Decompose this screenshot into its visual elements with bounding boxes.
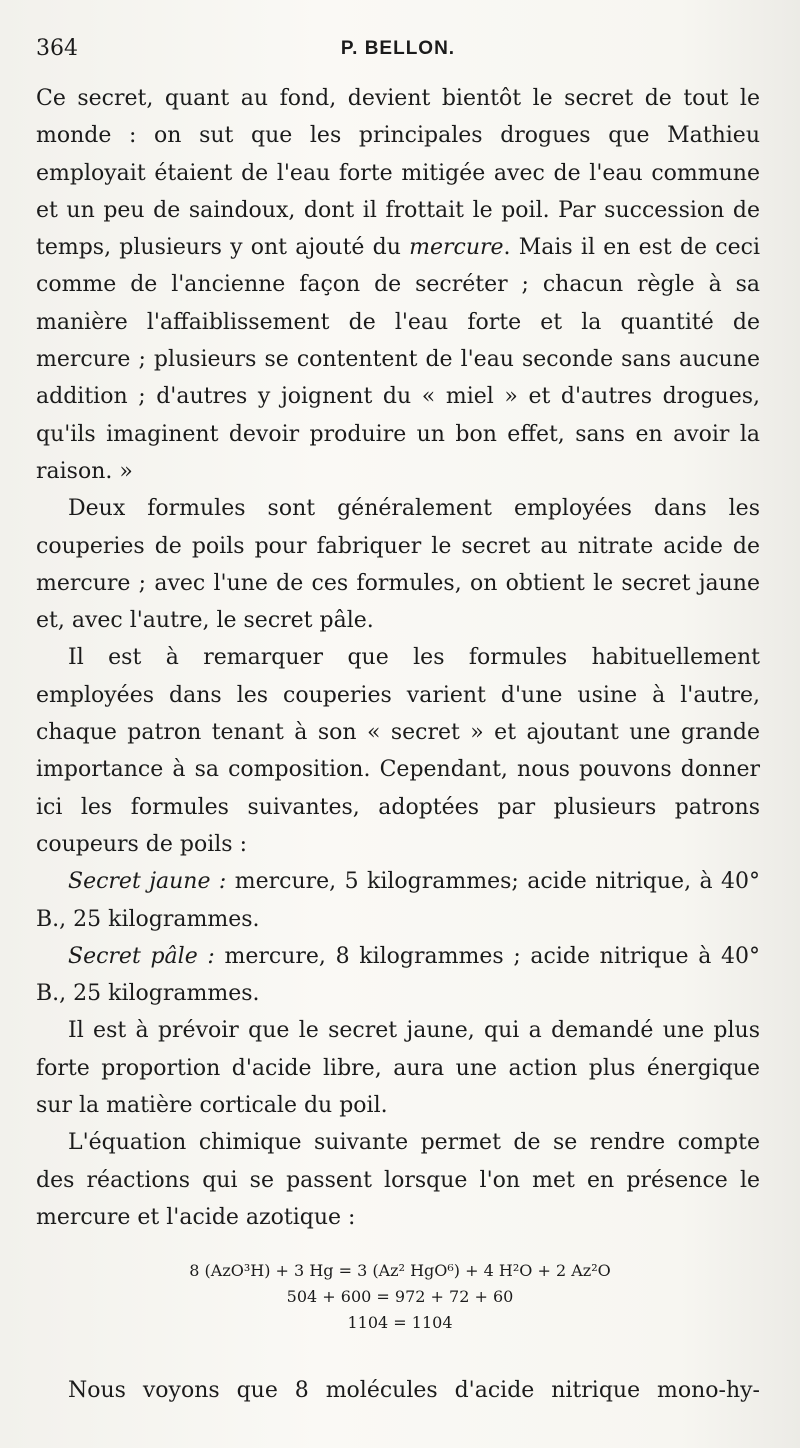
continuation-line: Nous voyons que 8 molécules d'acide nitrique mono-hy-: [68, 1378, 760, 1403]
paragraph-text: mercure, 8 kilogrammes ; acide nitrique à 40° B., 25 kilogrammes.: [36, 943, 760, 1007]
equation-line-3: 1104 = 1104: [347, 1313, 453, 1332]
italic-text: Secret pâle :: [68, 943, 215, 969]
body-text: [36, 80, 760, 1236]
italic-text: Secret jaune :: [68, 869, 227, 895]
italic-text: mercure: [409, 235, 504, 261]
paragraph-text: Il est à remarquer que les formules habituellement employées dans les couperies varient d'une usine à l'autre, chaque patron tenant à son « secret » et ajoutant une grande importance à sa composition. Cependant, nous pouvons donner ici les formules suivantes, adoptées par plusieurs patrons coupeurs de poils :: [36, 645, 760, 857]
running-head: P. BELLON.: [340, 38, 456, 59]
paragraph-text: Il est à prévoir que le secret jaune, qui a demandé une plus forte proportion d'acide libre, aura une action plus énergique sur la matière corticale du poil.: [36, 1018, 760, 1119]
paragraph: [36, 1012, 760, 1124]
page-header: [36, 36, 760, 76]
equation-line-1: 8 (AzO³H) + 3 Hg = 3 (Az² HgO⁶) + 4 H²O + 2 Az²O: [189, 1261, 611, 1280]
chemical-equation: [120, 1258, 680, 1336]
paragraph-text: Deux formules sont généralement employées dans les couperies de poils pour fabriquer le secret au nitrate acide de mercure ; avec l'une de ces formules, on obtient le secret jaune et, avec l'autre, le secret pâle.: [36, 496, 760, 634]
paragraph-text: mercure, 5 kilogrammes; acide nitrique, à 40° B., 25 kilogrammes.: [36, 869, 760, 932]
paragraph-text: . Mais il en est de ceci comme de l'ancienne façon de secréter ; chacun règle à sa manière l'affaiblissement de l'eau forte et la quantité de mercure ; plusieurs se contentent de l'eau seconde sans aucune addition ; d'autres y joignent du « miel » et d'autres drogues, qu'ils imaginent devoir produire un bon effet, sans en avoir la raison. »: [36, 235, 760, 484]
paragraph: [36, 1124, 760, 1236]
paragraph-text: L'équation chimique suivante permet de se rendre compte des réactions qui se passent lorsque l'on met en présence le mercure et l'acide azotique :: [36, 1130, 760, 1230]
paragraph: [36, 490, 760, 639]
page-number: 364: [36, 36, 78, 61]
paragraph: [36, 938, 760, 1013]
paragraph: [36, 80, 760, 490]
paragraph: [36, 639, 760, 863]
paragraph-text: Ce secret, quant au fond, devient bientôt le secret de tout le monde : on sut que les principales drogues que Mathieu employait étaient de l'eau forte mitigée avec de l'eau commune et un peu de saindoux, dont il frottait le poil. Par succession de temps, plusieurs y ont ajouté du: [36, 86, 760, 261]
paragraph: [36, 863, 760, 938]
equation-line-2: 504 + 600 = 972 + 72 + 60: [286, 1287, 514, 1306]
